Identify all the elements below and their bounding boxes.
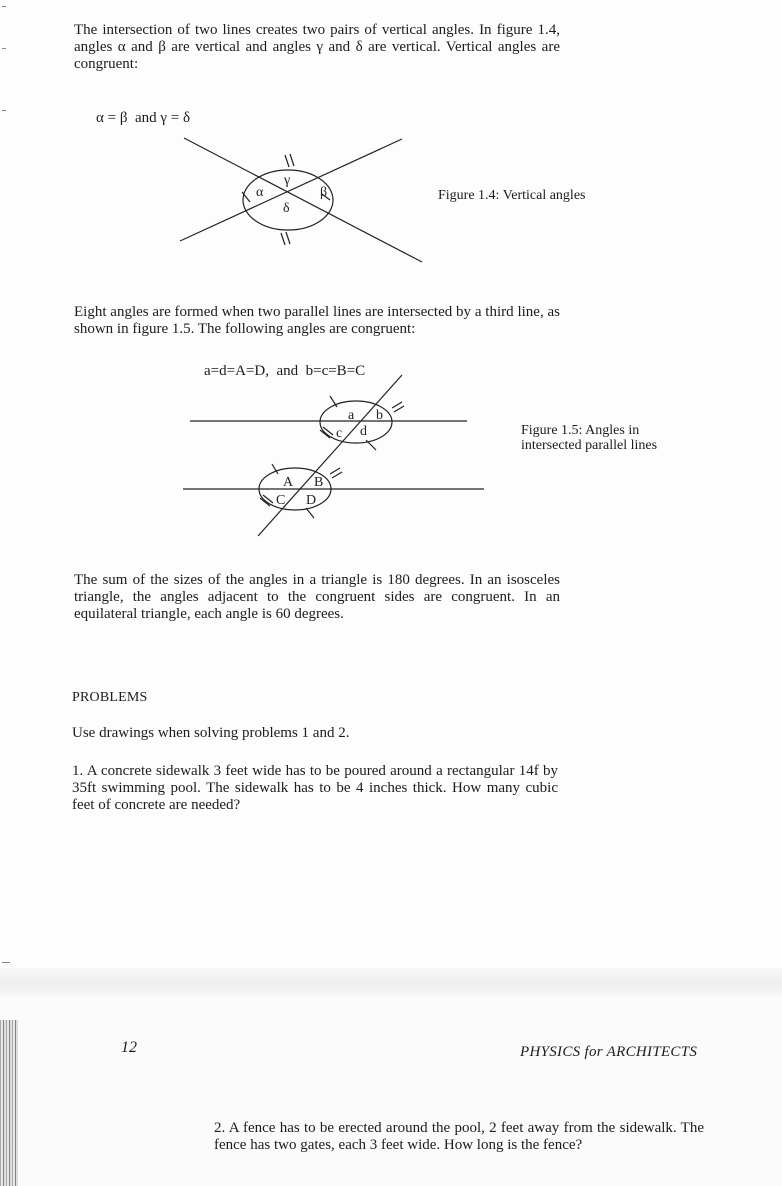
- caption-figure-1-5-line-1: Figure 1.5: Angles in: [521, 423, 640, 438]
- problems-heading: PROBLEMS: [72, 690, 148, 705]
- label-B: B: [314, 475, 324, 490]
- label-C: C: [276, 493, 286, 508]
- figure-parallel-lines: [180, 370, 490, 540]
- page-number: 12: [121, 1039, 137, 1056]
- line-2: [180, 139, 402, 241]
- tick-mark: [330, 468, 340, 474]
- problem-2: 2. A fence has to be erected around the pool, 2 feet away from the sidewalk. The fence has two gates, each 3 feet wide. How long is the fence?: [214, 1120, 704, 1153]
- paragraph-triangles: The sum of the sizes of the angles in a triangle is 180 degrees. In an isosceles triangle, the angles adjacent to the congruent sides are congruent. In an equilateral triangle, each angle is 60 degrees.: [74, 572, 560, 622]
- label-c: c: [336, 426, 343, 441]
- tick-mark: [392, 402, 402, 408]
- transversal-line: [258, 375, 402, 536]
- paragraph-vertical-angles: The intersection of two lines creates two pairs of vertical angles. In figure 1.4, angles α and β are vertical and angles γ and δ are vertical. Vertical angles are congruent:: [74, 22, 560, 72]
- label-A: A: [283, 475, 294, 490]
- line-1: [184, 138, 422, 262]
- label-a: a: [348, 408, 355, 423]
- label-alpha: α: [256, 185, 264, 200]
- paragraph-parallel-lines: Eight angles are formed when two parallel lines are intersected by a third line, as shown in figure 1.5. The following angles are congruent:: [74, 304, 560, 337]
- tick-mark: [290, 154, 294, 166]
- problems-intro: Use drawings when solving problems 1 and 2.: [72, 725, 350, 741]
- scan-mark: [2, 110, 6, 111]
- label-gamma: γ: [284, 173, 291, 188]
- scan-mark: [2, 6, 6, 7]
- problem-1: 1. A concrete sidewalk 3 feet wide has to be poured around a rectangular 14f by 35ft swimming pool. The sidewalk has to be 4 inches thick. How many cubic feet of concrete are needed?: [72, 763, 558, 813]
- caption-figure-1-5-line-2: intersected parallel lines: [521, 438, 658, 453]
- page-separator: [0, 968, 782, 996]
- tick-mark: [281, 233, 285, 245]
- label-delta: δ: [283, 201, 290, 216]
- scan-binding-edge: [0, 1020, 18, 1186]
- arc-mark: [306, 508, 314, 518]
- caption-figure-1-4: Figure 1.4: Vertical angles: [438, 188, 586, 203]
- scan-mark: [2, 48, 6, 49]
- label-b: b: [376, 408, 383, 423]
- tick-mark: [285, 155, 289, 167]
- label-d: d: [360, 424, 367, 439]
- page-lower-sheet: [0, 996, 782, 1186]
- scan-mark: [2, 962, 10, 963]
- equation-parallel-lines: a=d=A=D, and b=c=B=C: [204, 363, 366, 379]
- tick-mark: [332, 472, 342, 478]
- figure-vertical-angles: [170, 130, 440, 270]
- running-head: PHYSICS for ARCHITECTS: [520, 1044, 698, 1060]
- tick-mark: [286, 232, 290, 244]
- label-D: D: [306, 493, 317, 508]
- label-beta: β: [320, 185, 328, 200]
- equation-vertical-angles: α = β and γ = δ: [96, 110, 191, 126]
- tick-mark: [394, 406, 404, 412]
